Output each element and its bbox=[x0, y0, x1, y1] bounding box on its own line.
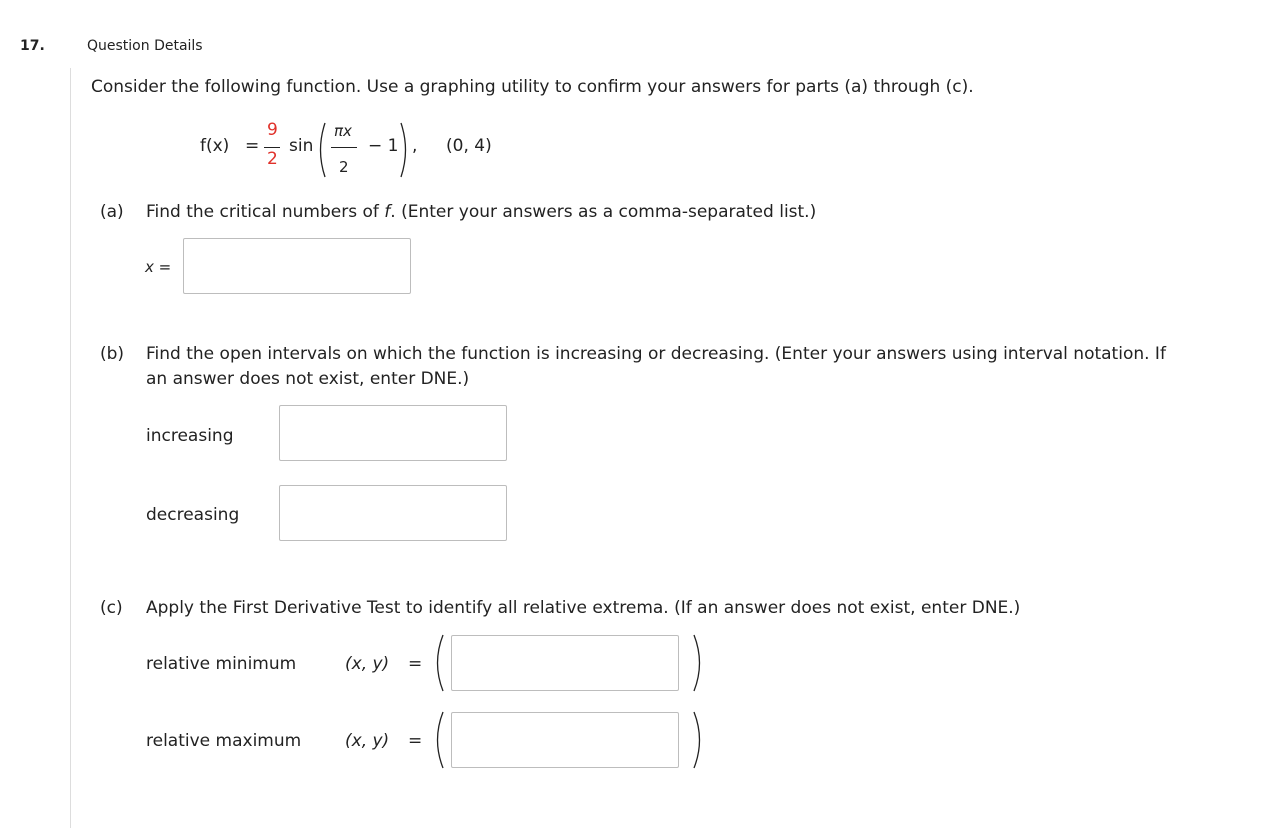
part-b-label: (b) bbox=[100, 344, 125, 364]
part-a-var-label: x = bbox=[145, 258, 172, 276]
part-c-prompt: Apply the First Derivative Test to identify all relative extrema. (If an answer does not exist, enter DNE.) bbox=[146, 598, 1021, 618]
formula-lhs: f(x) bbox=[200, 136, 230, 156]
question-divider bbox=[70, 68, 71, 828]
formula-coef-numerator: 9 bbox=[267, 120, 278, 140]
relative-maximum-input[interactable] bbox=[451, 712, 679, 768]
function-formula bbox=[200, 120, 520, 184]
formula-coef-fraction-bar bbox=[264, 147, 280, 148]
relative-maximum-equals: = bbox=[408, 731, 423, 751]
question-details-label: Question Details bbox=[87, 38, 203, 54]
relative-minimum-xy-label: (x, y) bbox=[345, 654, 390, 674]
formula-right-paren bbox=[399, 122, 411, 178]
relative-minimum-left-paren bbox=[431, 634, 445, 692]
formula-function-name: sin bbox=[289, 136, 314, 156]
decreasing-interval-input[interactable] bbox=[279, 485, 507, 541]
formula-equals: = bbox=[245, 136, 260, 156]
formula-comma: , bbox=[412, 136, 418, 156]
critical-numbers-input[interactable] bbox=[183, 238, 411, 294]
formula-inner-numerator: πx bbox=[334, 122, 352, 140]
relative-minimum-equals: = bbox=[408, 654, 423, 674]
question-intro: Consider the following function. Use a graphing utility to confirm your answers for parts (a) through (c). bbox=[91, 77, 974, 97]
formula-left-paren bbox=[315, 122, 327, 178]
formula-inner-denominator: 2 bbox=[339, 158, 349, 176]
relative-maximum-left-paren bbox=[431, 711, 445, 769]
relative-maximum-xy-label: (x, y) bbox=[345, 731, 390, 751]
relative-maximum-label: relative maximum bbox=[146, 731, 302, 751]
part-b-prompt-line1: Find the open intervals on which the function is increasing or decreasing. (Enter your answers using interval notation. If bbox=[146, 344, 1166, 364]
part-a-prompt-rest: . (Enter your answers as a comma-separated list.) bbox=[390, 202, 817, 222]
part-a-label: (a) bbox=[100, 202, 124, 222]
relative-minimum-input[interactable] bbox=[451, 635, 679, 691]
increasing-label: increasing bbox=[146, 426, 234, 446]
relative-minimum-right-paren bbox=[692, 634, 706, 692]
formula-inner-fraction-bar bbox=[331, 147, 357, 148]
part-a-prompt-var: f bbox=[384, 202, 391, 222]
decreasing-label: decreasing bbox=[146, 505, 240, 525]
relative-maximum-right-paren bbox=[692, 711, 706, 769]
formula-interval: (0, 4) bbox=[446, 136, 492, 156]
increasing-interval-input[interactable] bbox=[279, 405, 507, 461]
part-b-prompt-line2: an answer does not exist, enter DNE.) bbox=[146, 369, 470, 389]
part-a-prompt bbox=[146, 200, 816, 224]
relative-minimum-label: relative minimum bbox=[146, 654, 297, 674]
formula-minus-one: − 1 bbox=[368, 136, 399, 156]
part-a-prompt-start: Find the critical numbers of bbox=[146, 202, 385, 222]
formula-coef-denominator: 2 bbox=[267, 149, 278, 169]
question-number: 17. bbox=[20, 38, 45, 54]
part-c-label: (c) bbox=[100, 598, 123, 618]
